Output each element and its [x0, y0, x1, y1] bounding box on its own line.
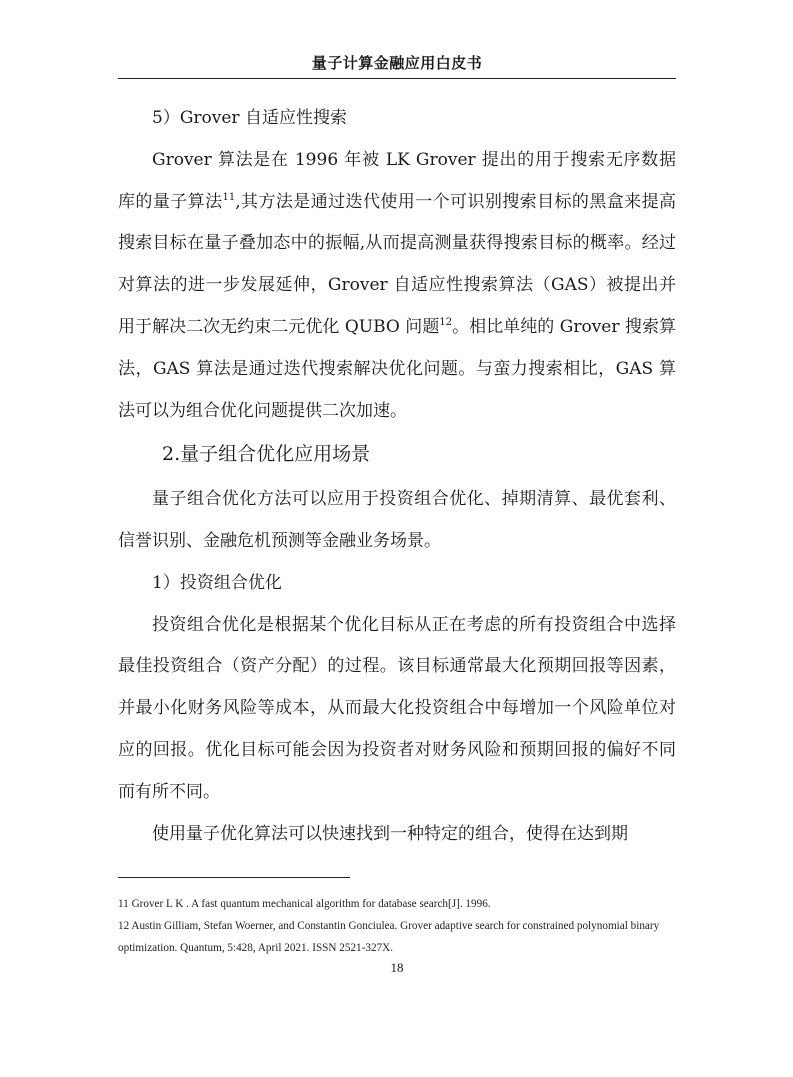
grover-paragraph-part-c: 。相比单纯的 Grover 搜索算法，GAS 算法是通过迭代搜索解决优化问题。与蛮力搜索相比，GAS 算法可以为组合优化问题提供二次加速。: [118, 316, 676, 421]
grover-paragraph-part-a: Grover 算法是在 1996 年被 LK Grover 提出的用于搜索无序数据库的量子算法: [118, 149, 676, 212]
grover-subheading: 5）Grover 自适应性搜索: [152, 108, 347, 128]
running-header: 量子计算金融应用白皮书: [311, 54, 483, 72]
portfolio-subheading: 1）投资组合优化: [152, 572, 282, 593]
portfolio-paragraph: 投资组合优化是根据某个优化目标从正在考虑的所有投资组合中选择最佳投资组合（资产分配）的过程。该目标通常最大化预期回报等因素，并最小化财务风险等成本，从而最大化投资组合中每增加一个风险单位对应的回报。优化目标可能会因为投资者对财务风险和预期回报的偏好不同而有所不同。: [118, 614, 676, 802]
footnote-rule: [118, 877, 350, 878]
grover-paragraph-part-b: ,其方法是通过迭代使用一个可识别搜索目标的黑盒来提高搜索目标在量子叠加态中的振幅,从而提高测量获得搜索目标的概率。经过对算法的进一步发展延伸，Grover 自适应性搜索算法（GAS）被提出并用于解决二次无约束二元优化 QUBO 问题: [118, 191, 677, 337]
body-text: [118, 98, 676, 855]
page-number: 18: [390, 960, 404, 975]
footnote-12: 12 Austin Gilliam, Stefan Woerner, and Constantin Gonciulea. Grover adaptive search for constrained polynomial binary optimization. Quantum, 5:428, April 2021. ISSN 2521-327X.: [118, 920, 660, 954]
section-heading: 2.量子组合优化应用场景: [162, 443, 371, 466]
footnote-ref-11[interactable]: 11: [222, 191, 236, 203]
header-rule: [118, 78, 676, 79]
portfolio-paragraph-continued: 使用量子优化算法可以快速找到一种特定的组合，使得在达到期: [152, 823, 628, 844]
footnote-11: 11 Grover L K . A fast quantum mechanical algorithm for database search[J]. 1996.: [118, 898, 491, 910]
footnotes: [118, 893, 678, 959]
grover-paragraph: [118, 140, 676, 433]
footnote-ref-12[interactable]: 12: [439, 316, 453, 328]
scenes-paragraph: 量子组合优化方法可以应用于投资组合优化、掉期清算、最优套利、信誉识别、金融危机预测等金融业务场景。: [118, 489, 676, 551]
